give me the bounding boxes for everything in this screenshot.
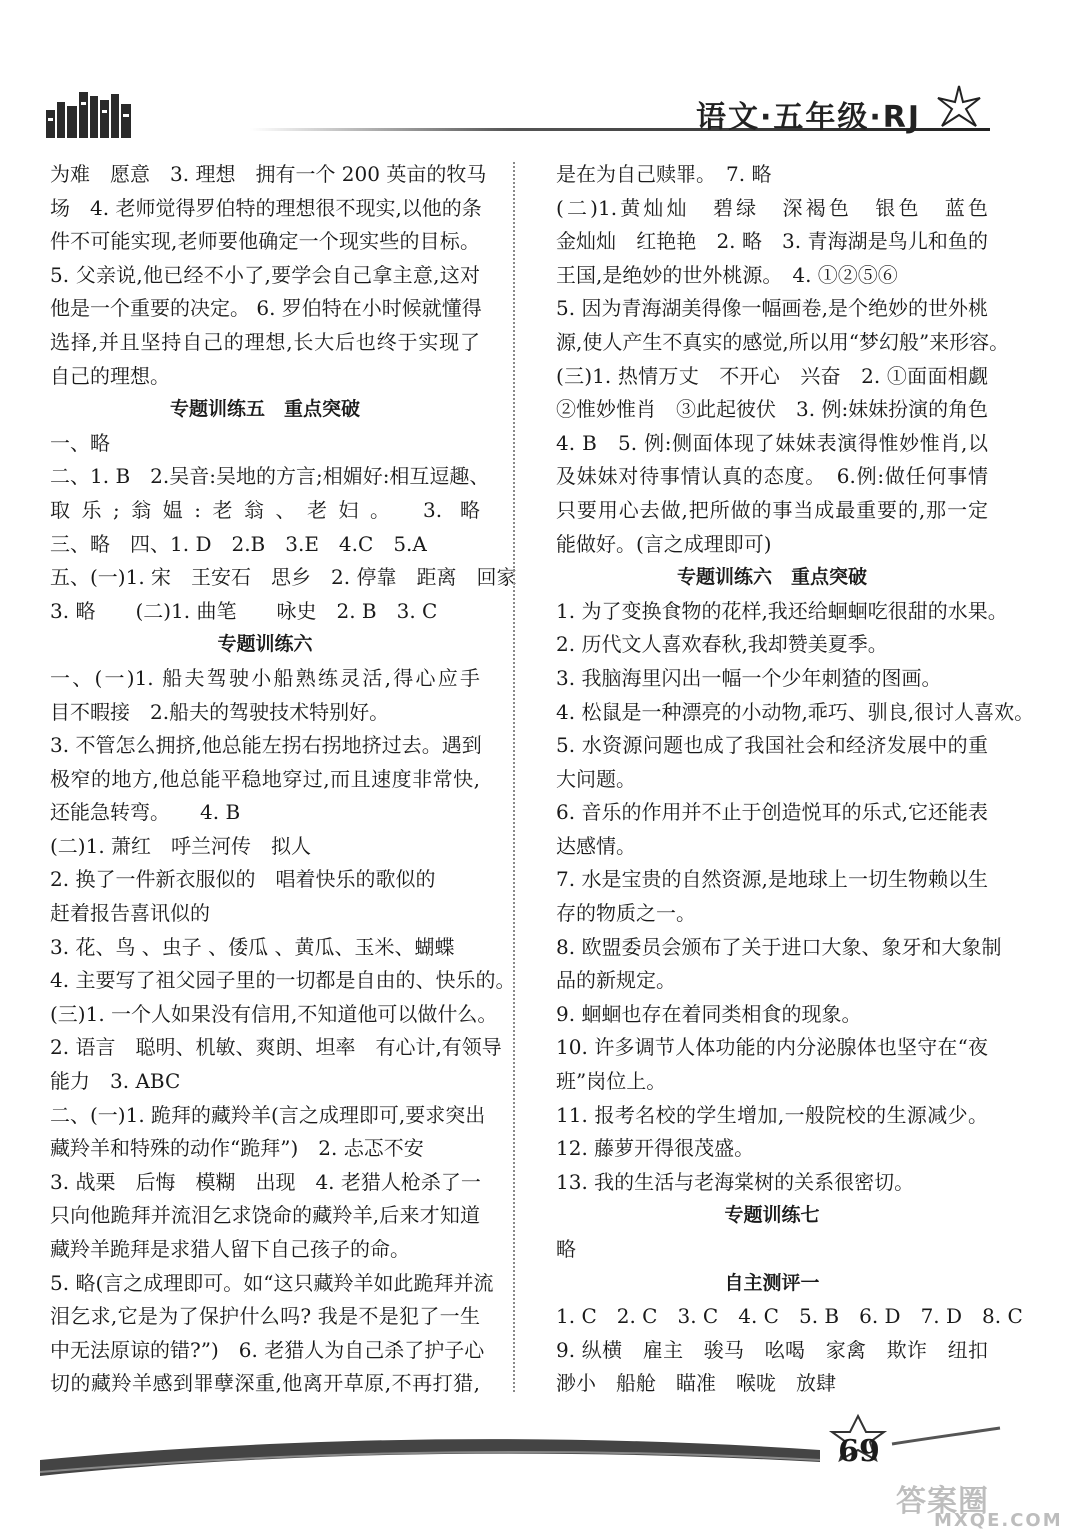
right-text-line: 品的新规定。 xyxy=(556,968,676,993)
left-text-line: 自己的理想。 xyxy=(50,363,170,388)
left-text-line: 3. 花、鸟 、虫子 、倭瓜 、黄瓜、玉米、蝴蝶 xyxy=(50,934,455,959)
header-title: 语文·五年级·RJ xyxy=(696,100,922,135)
left-text-line: 三、略 四、1. D 2.B 3.E 4.C 5.A xyxy=(50,531,427,556)
left-text-line: 中无法原谅的错?”) 6. 老猎人为自己杀了护子心 xyxy=(50,1337,485,1362)
left-text-line: 2. 换了一件新衣服似的 唱着快乐的歌似的 xyxy=(50,867,436,892)
left-text-line: 3. 略 (二)1. 曲笔 咏史 2. B 3. C xyxy=(50,598,438,623)
right-text-line: 王国,是绝妙的世外桃源。 4. ①②⑤⑥ xyxy=(556,262,898,287)
left-text-line: 5. 略(言之成理即可。如“这只藏羚羊如此跪拜并流 xyxy=(50,1270,494,1295)
right-section-heading: 专题训练六 重点突破 xyxy=(676,566,867,589)
star-icon xyxy=(936,84,982,130)
right-text-line: (三)1. 热情万丈 不开心 兴奋 2. ①面面相觑 xyxy=(556,363,988,388)
watermark-logo: 答案圈 xyxy=(896,1484,989,1519)
right-text-line: 2. 历代文人喜欢春秋,我却赞美夏季。 xyxy=(556,632,888,657)
right-text-line: 略 xyxy=(556,1237,576,1261)
left-text-line: 二、1. B 2.吴音:吴地的方言;相媚好:相互逗趣、 xyxy=(50,464,490,489)
right-text-line: 11. 报考名校的学生增加,一般院校的生源减少。 xyxy=(556,1102,988,1127)
right-text-line: 达感情。 xyxy=(556,833,636,858)
left-text-line: 藏羚羊和特殊的动作“跪拜”) 2. 忐忑不安 xyxy=(50,1136,424,1161)
right-text-line: 能做好。(言之成理即可) xyxy=(556,531,772,556)
right-text-line: 4. 松鼠是一种漂亮的小动物,乖巧、驯良,很讨人喜欢。 xyxy=(556,699,1035,724)
left-section-heading: 专题训练五 重点突破 xyxy=(169,398,360,421)
right-text-line: 6. 音乐的作用并不止于创造悦耳的乐式,它还能表 xyxy=(556,800,988,825)
left-text-line: 赶着报告喜讯似的 xyxy=(50,901,210,926)
right-text-line: 5. 水资源问题也成了我国社会和经济发展中的重 xyxy=(556,733,988,758)
left-text-line: (三)1. 一个人如果没有信用,不知道他可以做什么。 xyxy=(50,1001,498,1026)
left-text-line: 藏羚羊跪拜是求猎人留下自己孩子的命。 xyxy=(50,1237,410,1261)
right-text-line: 9. 蛔蛔也存在着同类相食的现象。 xyxy=(556,1001,862,1026)
right-text-line: 1. C 2. C 3. C 4. C 5. B 6. D 7. D 8. C xyxy=(556,1304,1023,1329)
right-text-line: 7. 水是宝贵的自然资源,是地球上一切生物赖以生 xyxy=(556,867,988,892)
left-section-heading: 专题训练六 xyxy=(217,633,313,656)
right-text-line: 12. 藤萝开得很茂盛。 xyxy=(556,1136,755,1161)
right-text-line: ②惟妙惟肖 ③此起彼伏 3. 例:妹妹扮演的角色 xyxy=(556,397,989,422)
right-text-line: 9. 纵横 雇主 骏马 吆喝 家禽 欺诈 纽扣 xyxy=(556,1337,988,1362)
left-text-line: 4. 主要写了祖父园子里的一切都是自由的、快乐的。 xyxy=(50,968,516,993)
left-text-line: 3. 战栗 后悔 模糊 出现 4. 老猎人枪杀了一 xyxy=(50,1169,481,1194)
right-text-line: 存的物质之一。 xyxy=(556,901,696,926)
left-text-line: 泪乞求,它是为了保护什么吗? 我是不是犯了一生 xyxy=(50,1304,480,1329)
right-text-line: 是在为自己赎罪。 7. 略 xyxy=(556,162,772,186)
left-text-line: 选择,并且坚持自己的理想,长大后也终于实现了 xyxy=(50,329,480,354)
left-text-line: 二、(一)1. 跪拜的藏羚羊(言之成理即可,要求突出 xyxy=(50,1102,486,1127)
page-number: 69 xyxy=(838,1434,880,1469)
column-divider xyxy=(513,162,515,1392)
left-text-line: 五、(一)1. 宋 王安石 思乡 2. 停靠 距离 回家 xyxy=(50,565,517,590)
left-text-line: 只向他跪拜并流泪乞求饶命的藏羚羊,后来才知道 xyxy=(50,1203,480,1228)
left-text-line: 极窄的地方,他总能平稳地穿过,而且速度非常快, xyxy=(50,766,480,791)
books-logo-icon xyxy=(44,88,140,140)
right-text-line: 大问题。 xyxy=(556,766,636,791)
right-text-line: 4. B 5. 例:侧面体现了妹妹表演得惟妙惟肖,以 xyxy=(556,430,988,455)
left-text-line: 场 4. 老师觉得罗伯特的理想很不现实,以他的条 xyxy=(50,195,482,220)
left-text-line: 取乐;翁媪:老翁、老妇。 3. 略 xyxy=(50,497,480,522)
right-text-line: 渺小 船舱 瞄准 喉咙 放肆 xyxy=(556,1371,836,1396)
left-text-line: 一、(一)1. 船夫驾驶小船熟练灵活,得心应手 xyxy=(50,665,480,690)
right-text-line: 13. 我的生活与老海棠树的关系很密切。 xyxy=(556,1169,915,1194)
right-text-line: 3. 我脑海里闪出一幅一个少年刺猹的图画。 xyxy=(556,665,942,690)
left-text-line: (二)1. 萧红 呼兰河传 拟人 xyxy=(50,833,312,858)
left-text-line: 3. 不管怎么拥挤,他总能左拐右拐地挤过去。遇到 xyxy=(50,733,482,758)
left-text-line: 他是一个重要的决定。 6. 罗伯特在小时候就懂得 xyxy=(50,296,482,321)
left-text-line: 能力 3. ABC xyxy=(50,1069,181,1094)
left-text-line: 切的藏羚羊感到罪孽深重,他离开草原,不再打猎, xyxy=(50,1371,480,1396)
right-section-heading: 自主测评一 xyxy=(724,1271,820,1294)
right-text-line: (二)1.黄灿灿 碧绿 深褐色 银色 蓝色 xyxy=(556,195,988,220)
right-text-line: 10. 许多调节人体功能的内分泌腺体也坚守在“夜 xyxy=(556,1035,988,1060)
right-section-heading: 专题训练七 xyxy=(724,1204,820,1227)
right-text-line: 及妹妹对待事情认真的态度。 6.例:做任何事情 xyxy=(556,464,988,489)
left-text-line: 2. 语言 聪明、机敏、爽朗、坦率 有心计,有领导 xyxy=(50,1035,502,1060)
left-text-line: 一、略 xyxy=(50,430,110,455)
right-text-line: 班”岗位上。 xyxy=(556,1069,667,1094)
right-text-line: 只要用心去做,把所做的事当成最重要的,那一定 xyxy=(556,497,988,522)
left-text-line: 为难 愿意 3. 理想 拥有一个 200 英亩的牧马 xyxy=(50,162,487,186)
left-text-line: 5. 父亲说,他已经不小了,要学会自己拿主意,这对 xyxy=(50,262,480,287)
right-text-line: 1. 为了变换食物的花样,我还给蛔蛔吃很甜的水果。 xyxy=(556,598,1008,623)
right-column xyxy=(556,158,1035,1401)
left-column xyxy=(50,158,517,1401)
left-text-line: 目不暇接 2.船夫的驾驶技术特别好。 xyxy=(50,699,390,724)
left-text-line: 还能急转弯。 4. B xyxy=(50,800,241,825)
right-text-line: 8. 欧盟委员会颁布了关于进口大象、象牙和大象制 xyxy=(556,934,1002,959)
left-text-line: 件不可能实现,老师要他确定一个现实些的目标。 xyxy=(50,229,480,254)
right-text-line: 5. 因为青海湖美得像一幅画卷,是个绝妙的世外桃 xyxy=(556,296,988,321)
right-text-line: 源,使人产生不真实的感觉,所以用“梦幻般”来形容。 xyxy=(556,329,1010,354)
watermark-url: MXQE.COM xyxy=(934,1510,1063,1531)
right-text-line: 金灿灿 红艳艳 2. 略 3. 青海湖是鸟儿和鱼的 xyxy=(556,229,988,254)
